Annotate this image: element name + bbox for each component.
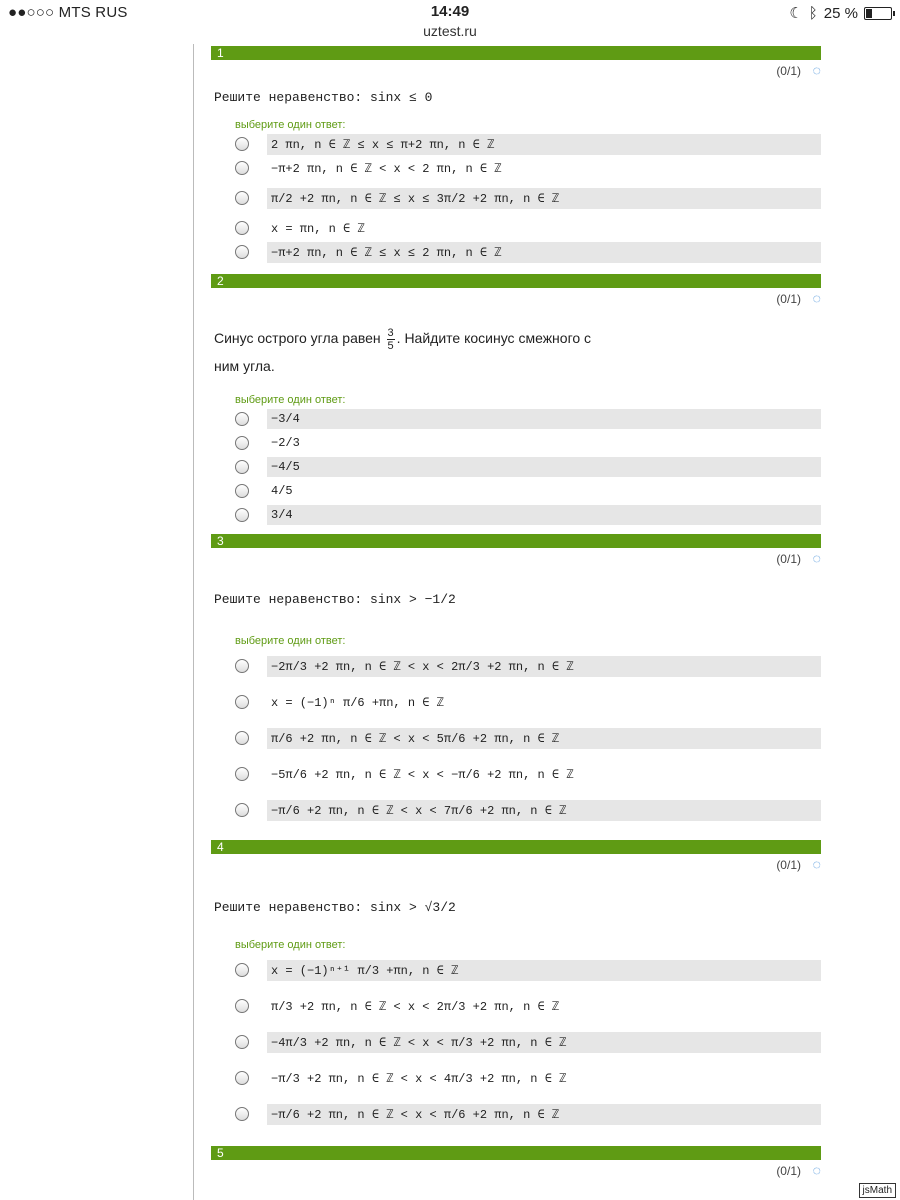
answer-option[interactable]: [235, 241, 821, 263]
moon-icon: ☾: [789, 5, 803, 22]
battery-icon: [864, 7, 892, 20]
page-border: [193, 44, 194, 1200]
question-5: [211, 1146, 821, 1178]
question-text: Решите неравенство: sinx > √3/2: [214, 900, 456, 915]
answer-text: π/6 +2 πn, n ∈ ℤ < x < 5π/6 +2 πn, n ∈ ℤ: [267, 728, 821, 749]
answer-text: −π/3 +2 πn, n ∈ ℤ < x < 4π/3 +2 πn, n ∈ ℤ: [271, 1071, 567, 1086]
answer-option[interactable]: [235, 721, 821, 755]
answer-option[interactable]: [235, 793, 821, 827]
answer-option[interactable]: [235, 456, 821, 478]
answer-text: −4/5: [267, 457, 821, 477]
answer-option[interactable]: [235, 217, 821, 239]
radio-button[interactable]: [235, 999, 249, 1013]
radio-button[interactable]: [235, 1107, 249, 1121]
question-3: [211, 534, 821, 827]
comment-icon[interactable]: ◌: [812, 550, 821, 566]
question-text-part: . Найдите косинус смежного с: [396, 330, 592, 346]
status-bar: [0, 0, 900, 44]
grade-label: (0/1): [776, 858, 801, 872]
answer-text: −π/6 +2 πn, n ∈ ℤ < x < π/6 +2 πn, n ∈ ℤ: [267, 1104, 821, 1125]
answer-text: −4π/3 +2 πn, n ∈ ℤ < x < π/3 +2 πn, n ∈ ℤ: [267, 1032, 821, 1053]
choose-hint: выберите один ответ:: [235, 939, 346, 951]
answer-text: −2/3: [271, 436, 300, 450]
bluetooth-icon: ᛒ: [808, 4, 818, 22]
answer-option[interactable]: [235, 181, 821, 215]
question-text-part: Синус острого угла равен: [214, 330, 381, 346]
answer-option[interactable]: [235, 157, 821, 179]
question-text: [214, 324, 821, 380]
answer-option[interactable]: [235, 480, 821, 502]
answer-text: x = (−1)ⁿ π/6 +πn, n ∈ ℤ: [271, 695, 444, 710]
answer-option[interactable]: [235, 685, 821, 719]
grade-label: (0/1): [776, 552, 801, 566]
radio-button[interactable]: [235, 436, 249, 450]
answer-option[interactable]: [235, 1061, 821, 1095]
answer-text: −2π/3 +2 πn, n ∈ ℤ < x < 2π/3 +2 πn, n ∈ ℤ: [267, 656, 821, 677]
radio-button[interactable]: [235, 161, 249, 175]
grade: [211, 552, 821, 566]
answer-text: −π/6 +2 πn, n ∈ ℤ < x < 7π/6 +2 πn, n ∈ ℤ: [267, 800, 821, 821]
grade: [211, 1164, 821, 1178]
radio-button[interactable]: [235, 245, 249, 259]
answer-text: −π+2 πn, n ∈ ℤ ≤ x ≤ 2 πn, n ∈ ℤ: [267, 242, 821, 263]
radio-button[interactable]: [235, 963, 249, 977]
question-text: Решите неравенство: sinx ≤ 0: [214, 90, 433, 105]
answer-option[interactable]: [235, 432, 821, 454]
radio-button[interactable]: [235, 659, 249, 673]
answer-option[interactable]: [235, 133, 821, 155]
answer-text: 2 πn, n ∈ ℤ ≤ x ≤ π+2 πn, n ∈ ℤ: [267, 134, 821, 155]
radio-button[interactable]: [235, 484, 249, 498]
answer-option[interactable]: [235, 408, 821, 430]
question-2: [211, 274, 821, 526]
fraction: $\frac{3}{5}$: [387, 326, 394, 352]
answer-text: −3/4: [267, 409, 821, 429]
grade-label: (0/1): [776, 1164, 801, 1178]
grade-label: (0/1): [776, 292, 801, 306]
url-bar[interactable]: uztest.ru: [423, 23, 477, 39]
question-number-bar: 5: [211, 1146, 821, 1160]
clock: 14:49: [430, 3, 470, 20]
comment-icon[interactable]: ◌: [812, 856, 821, 872]
radio-button[interactable]: [235, 731, 249, 745]
grade-label: (0/1): [776, 64, 801, 78]
answer-text: 4/5: [271, 484, 293, 498]
grade: [211, 292, 821, 306]
answer-text: −π+2 πn, n ∈ ℤ < x < 2 πn, n ∈ ℤ: [271, 161, 502, 176]
choose-hint: выберите один ответ:: [235, 119, 346, 131]
answer-text: 3/4: [267, 505, 821, 525]
radio-button[interactable]: [235, 460, 249, 474]
radio-button[interactable]: [235, 1035, 249, 1049]
radio-button[interactable]: [235, 803, 249, 817]
question-number-bar: 2: [211, 274, 821, 288]
choose-hint: выберите один ответ:: [235, 394, 346, 406]
answer-option[interactable]: [235, 953, 821, 987]
grade: [211, 64, 821, 78]
answer-option[interactable]: [235, 1097, 821, 1131]
radio-button[interactable]: [235, 137, 249, 151]
answer-text: π/3 +2 πn, n ∈ ℤ < x < 2π/3 +2 πn, n ∈ ℤ: [271, 999, 560, 1014]
answer-text: −5π/6 +2 πn, n ∈ ℤ < x < −π/6 +2 πn, n ∈ ℤ: [271, 767, 574, 782]
radio-button[interactable]: [235, 412, 249, 426]
jsmath-badge[interactable]: jsMath: [859, 1183, 896, 1198]
grade: [211, 858, 821, 872]
question-number-bar: 1: [211, 46, 821, 60]
comment-icon[interactable]: ◌: [812, 62, 821, 78]
radio-button[interactable]: [235, 1071, 249, 1085]
question-1: [211, 46, 821, 263]
answer-text: x = (−1)ⁿ⁺¹ π/3 +πn, n ∈ ℤ: [267, 960, 821, 981]
comment-icon[interactable]: ◌: [812, 290, 821, 306]
radio-button[interactable]: [235, 191, 249, 205]
radio-button[interactable]: [235, 508, 249, 522]
answer-option[interactable]: [235, 757, 821, 791]
comment-icon[interactable]: ◌: [812, 1162, 821, 1178]
answer-option[interactable]: [235, 1025, 821, 1059]
question-text-part: ним угла.: [214, 358, 275, 374]
question-number-bar: 3: [211, 534, 821, 548]
question-text: Решите неравенство: sinx > −1/2: [214, 592, 456, 607]
carrier: ●●○○○ MTS RUS: [8, 4, 128, 21]
answer-option[interactable]: [235, 504, 821, 526]
answer-option[interactable]: [235, 649, 821, 683]
answer-text: π/2 +2 πn, n ∈ ℤ ≤ x ≤ 3π/2 +2 πn, n ∈ ℤ: [267, 188, 821, 209]
question-4: [211, 840, 821, 1131]
answer-text: x = πn, n ∈ ℤ: [271, 221, 365, 236]
radio-button[interactable]: [235, 221, 249, 235]
question-number-bar: 4: [211, 840, 821, 854]
answer-option[interactable]: [235, 989, 821, 1023]
radio-button[interactable]: [235, 695, 249, 709]
radio-button[interactable]: [235, 767, 249, 781]
battery-label: 25 %: [823, 4, 858, 22]
choose-hint: выберите один ответ:: [235, 635, 346, 647]
battery-status: [789, 4, 892, 22]
